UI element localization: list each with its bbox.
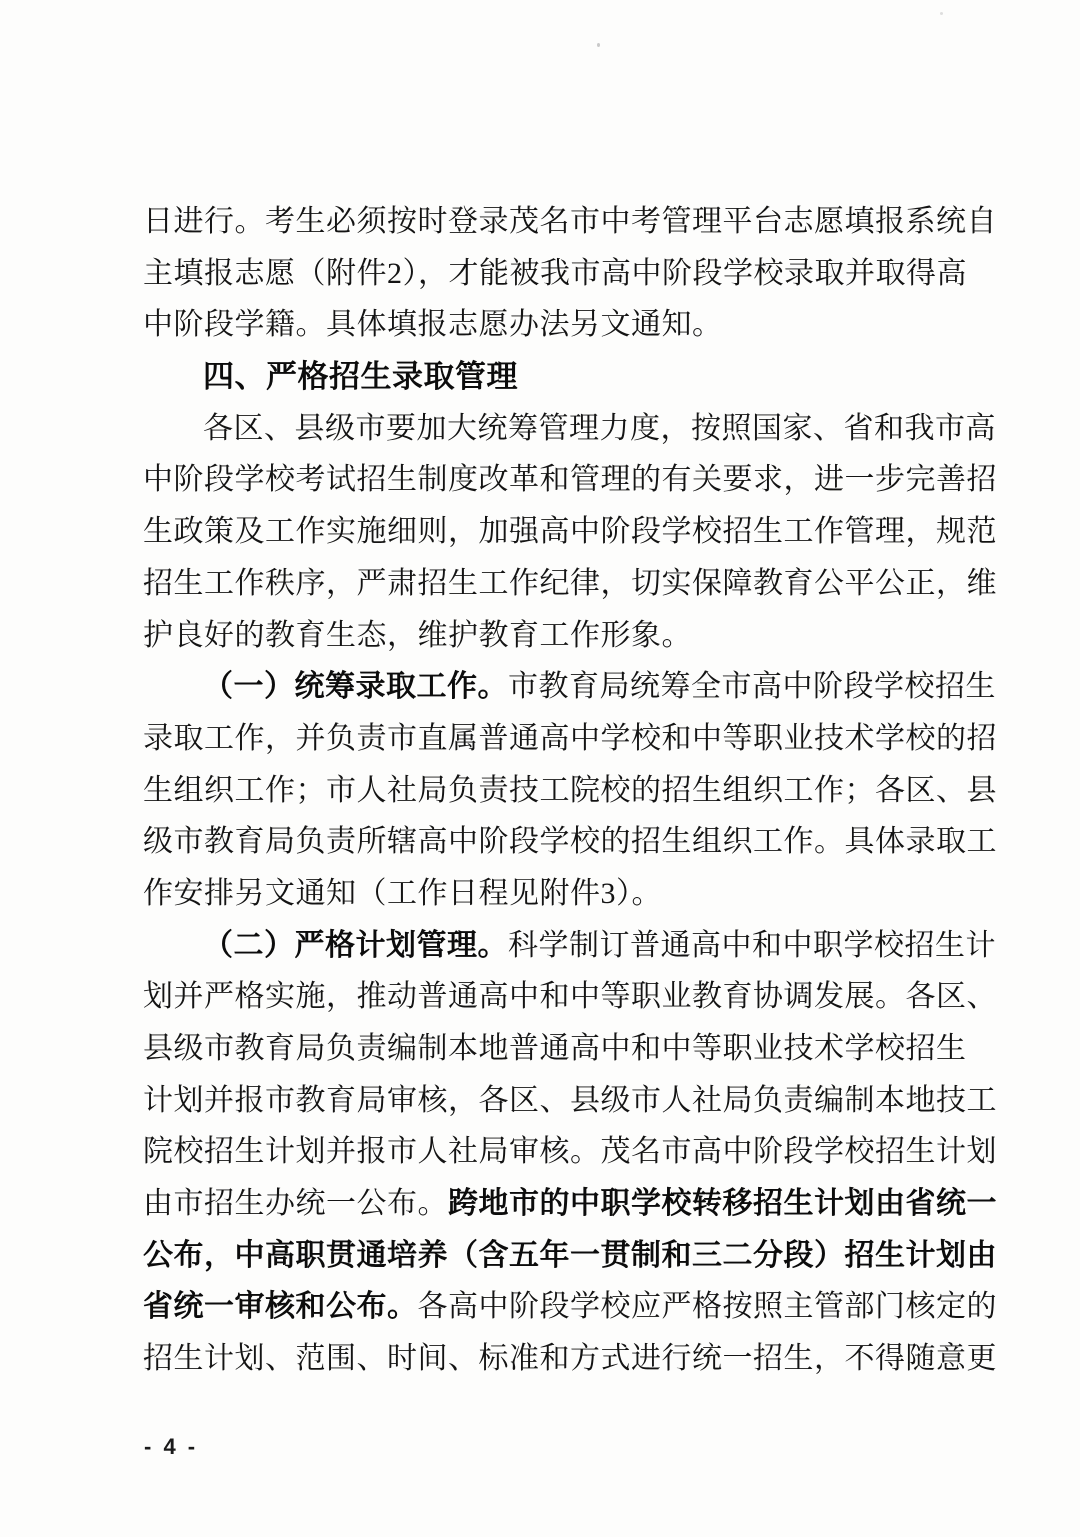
text-segment: 计划并报市教育局审核，各区、县级市人社局负责编制本地技工 <box>143 1083 997 1117</box>
text-line <box>143 1075 997 1127</box>
scan-speck <box>940 12 943 15</box>
text-line <box>143 1178 997 1230</box>
scan-speck <box>597 43 600 47</box>
text-segment: 四、严格招生录取管理 <box>203 359 518 395</box>
text-segment: （二）严格计划管理。 <box>203 928 508 962</box>
page-number: - 4 - <box>144 1434 199 1459</box>
text-line <box>143 868 959 920</box>
text-segment: 主填报志愿（附件2），才能被我市高中阶段学校录取并取得高 <box>143 256 967 290</box>
text-segment: 院校招生计划并报市人社局审核。茂名市高中阶段学校招生计划 <box>143 1135 997 1169</box>
text-line <box>143 971 997 1023</box>
text-line <box>143 196 997 248</box>
text-line <box>143 765 997 817</box>
text-segment: 各区、县级市要加大统筹管理力度，按照国家、省和我市高 <box>203 411 996 445</box>
text-segment: 日进行。考生必须按时登录茂名市中考管理平台志愿填报系统自 <box>143 205 997 238</box>
text-line <box>143 661 996 713</box>
text-segment: 公布，中高职贯通培养（含五年一贯制和三二分段）招生计划由 <box>143 1238 997 1272</box>
text-segment: 各高中阶段学校应严格按照主管部门核定的 <box>417 1290 997 1324</box>
text-line <box>143 506 997 558</box>
text-segment: 由市招生办统一公布。 <box>143 1187 448 1221</box>
text-segment: 县级市教育局负责编制本地普通高中和中等职业技术学校招生 <box>143 1032 967 1065</box>
text-line <box>143 1023 967 1075</box>
text-segment: 市教育局统筹全市高中阶段学校招生 <box>508 670 996 704</box>
text-segment: 生政策及工作实施细则，加强高中阶段学校招生工作管理，规范 <box>143 515 997 549</box>
text-segment: 跨地市的中职学校转移招生计划由省统一 <box>448 1187 997 1221</box>
text-segment: 划并严格实施，推动普通高中和中等职业教育协调发展。各区、 <box>143 980 997 1014</box>
text-line <box>143 920 996 972</box>
text-line <box>143 713 997 765</box>
text-line <box>143 1230 997 1282</box>
text-line <box>143 1281 997 1333</box>
text-line <box>143 558 997 610</box>
text-segment: 护良好的教育生态，维护教育工作形象。 <box>143 618 692 652</box>
text-segment: （一）统筹录取工作。 <box>203 670 508 704</box>
text-segment: 中阶段学籍。具体填报志愿办法另文通知。 <box>143 308 723 342</box>
text-segment: 作安排另文通知（工作日程见附件3）。 <box>143 876 662 910</box>
text-segment: 招生计划、范围、时间、标准和方式进行统一招生，不得随意更 <box>143 1342 997 1376</box>
text-line <box>143 610 959 662</box>
section-heading <box>143 351 959 403</box>
text-line <box>143 454 997 506</box>
text-segment: 中阶段学校考试招生制度改革和管理的有关要求，进一步完善招 <box>143 463 997 497</box>
text-segment: 生组织工作；市人社局负责技工院校的招生组织工作；各区、县 <box>143 773 997 807</box>
text-segment: 招生工作秩序，严肃招生工作纪律，切实保障教育公平公正，维 <box>143 566 997 600</box>
text-line <box>143 816 997 868</box>
text-segment: 录取工作，并负责市直属普通高中学校和中等职业技术学校的招 <box>143 721 997 755</box>
text-line <box>143 403 996 455</box>
text-line <box>143 248 967 300</box>
text-segment: 省统一审核和公布。 <box>143 1290 418 1324</box>
text-segment: 级市教育局负责所辖高中阶段学校的招生组织工作。具体录取工 <box>143 825 997 859</box>
text-line <box>143 1126 997 1178</box>
text-segment: 科学制订普通高中和中职学校招生计 <box>508 928 996 962</box>
text-line <box>143 299 959 351</box>
document-body <box>143 196 997 1385</box>
text-line <box>143 1333 997 1385</box>
